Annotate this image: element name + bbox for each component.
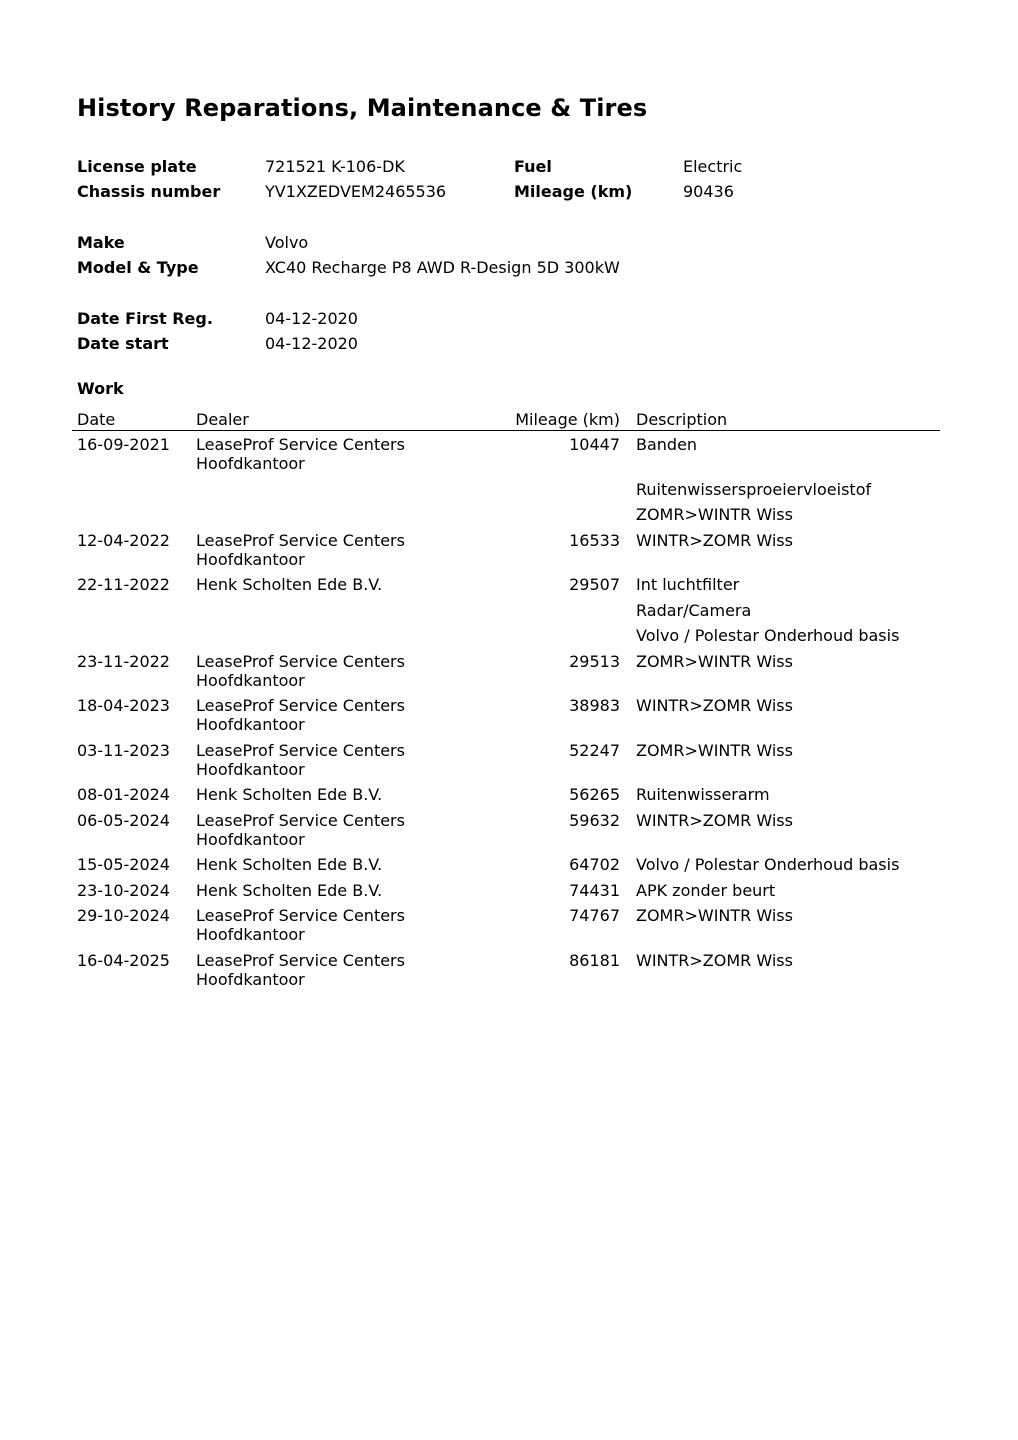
row-dealer: Henk Scholten Ede B.V. [196,880,383,900]
row-date: 23-10-2024 [77,880,170,900]
row-dealer: Henk Scholten Ede B.V. [196,785,383,804]
table-row [72,599,940,621]
row-dealer: LeaseProf Service Centers Hoofdkantoor [196,435,405,473]
table-row [72,949,940,989]
first-reg-value: 04-12-2020 [265,309,358,328]
row-description: Volvo / Polestar Onderhoud basis [636,855,900,874]
row-dealer: LeaseProf Service Centers Hoofdkantoor [196,651,405,690]
row-description: WINTR>ZOMR Wiss [636,810,793,830]
row-mileage: 74767 [569,906,620,925]
table-row [72,904,940,944]
row-dealer: LeaseProf Service Centers Hoofdkantoor [196,906,405,944]
fuel-label: Fuel [514,157,552,176]
make-value: Volvo [265,233,309,252]
info-row-plate-fuel [77,157,937,179]
row-description: Ruitenwissersproeiervloeistof [636,479,872,499]
row-date: 03-11-2023 [77,740,170,760]
info-row-first-reg [77,309,937,331]
row-mileage: 16533 [569,530,620,550]
table-row [72,879,940,901]
model-value: XC40 Recharge P8 AWD R-Design 5D 300kW [265,258,620,277]
row-dealer: LeaseProf Service Centers Hoofdkantoor [196,810,405,849]
row-date: 15-05-2024 [77,855,170,874]
table-row [72,478,940,500]
info-row-make [77,233,937,255]
table-row [72,783,940,805]
make-label: Make [77,233,125,252]
table-row [72,739,940,779]
table-row [72,573,940,595]
work-table-header [72,408,940,431]
table-row [72,694,940,734]
chassis-label: Chassis number [77,182,221,201]
fuel-value: Electric [683,157,743,176]
work-table [72,408,940,989]
date-start-value: 04-12-2020 [265,334,358,353]
license-plate-value: 721521 K-106-DK [265,157,405,176]
header-mileage: Mileage (km) [515,410,620,429]
row-mileage: 59632 [569,810,620,830]
header-description: Description [636,410,728,429]
row-description: ZOMR>WINTR Wiss [636,651,793,671]
row-mileage: 38983 [569,696,620,715]
row-mileage: 52247 [569,740,620,760]
table-row [72,503,940,525]
row-description: Banden [636,435,698,454]
row-dealer: LeaseProf Service Centers Hoofdkantoor [196,696,405,734]
row-date: 06-05-2024 [77,810,170,830]
row-date: 22-11-2022 [77,575,170,594]
row-dealer: LeaseProf Service Centers Hoofdkantoor [196,740,405,779]
row-description: WINTR>ZOMR Wiss [636,696,793,715]
row-mileage: 64702 [569,855,620,874]
mileage-value: 90436 [683,182,734,201]
row-description: WINTR>ZOMR Wiss [636,950,793,970]
row-mileage: 86181 [569,950,620,970]
mileage-label: Mileage (km) [514,182,633,201]
row-description: WINTR>ZOMR Wiss [636,530,793,550]
date-start-label: Date start [77,334,169,353]
table-row [72,624,940,646]
info-row-chassis-mileage [77,182,937,204]
table-row [72,809,940,849]
info-row-model [77,258,937,280]
page-title: History Reparations, Maintenance & Tires [77,94,648,122]
row-date: 18-04-2023 [77,696,170,715]
table-row [72,433,940,473]
table-row [72,853,940,875]
row-description: ZOMR>WINTR Wiss [636,505,793,524]
work-section-title: Work [77,379,124,398]
table-row [72,650,940,690]
license-plate-label: License plate [77,157,197,176]
row-date: 29-10-2024 [77,906,170,925]
row-dealer: Henk Scholten Ede B.V. [196,855,383,874]
row-description: Volvo / Polestar Onderhoud basis [636,626,900,645]
row-description: ZOMR>WINTR Wiss [636,906,793,925]
first-reg-label: Date First Reg. [77,309,213,328]
row-date: 16-04-2025 [77,950,170,970]
row-mileage: 74431 [569,880,620,900]
row-dealer: LeaseProf Service Centers Hoofdkantoor [196,530,405,569]
row-mileage: 56265 [569,785,620,804]
row-mileage: 29507 [569,575,620,594]
header-date: Date [77,410,116,429]
row-description: Ruitenwisserarm [636,785,770,804]
row-date: 23-11-2022 [77,651,170,671]
row-mileage: 29513 [569,651,620,671]
row-description: ZOMR>WINTR Wiss [636,740,793,760]
row-mileage: 10447 [569,435,620,454]
row-description: APK zonder beurt [636,880,776,900]
row-date: 12-04-2022 [77,530,170,550]
row-date: 08-01-2024 [77,785,170,804]
info-row-date-start [77,334,937,356]
row-description: Radar/Camera [636,600,752,620]
header-dealer: Dealer [196,410,249,429]
row-date: 16-09-2021 [77,435,170,454]
row-description: Int luchtfilter [636,575,740,594]
model-label: Model & Type [77,258,199,277]
table-row [72,529,940,569]
row-dealer: Henk Scholten Ede B.V. [196,575,383,594]
row-dealer: LeaseProf Service Centers Hoofdkantoor [196,950,405,989]
chassis-value: YV1XZEDVEM2465536 [265,182,447,201]
